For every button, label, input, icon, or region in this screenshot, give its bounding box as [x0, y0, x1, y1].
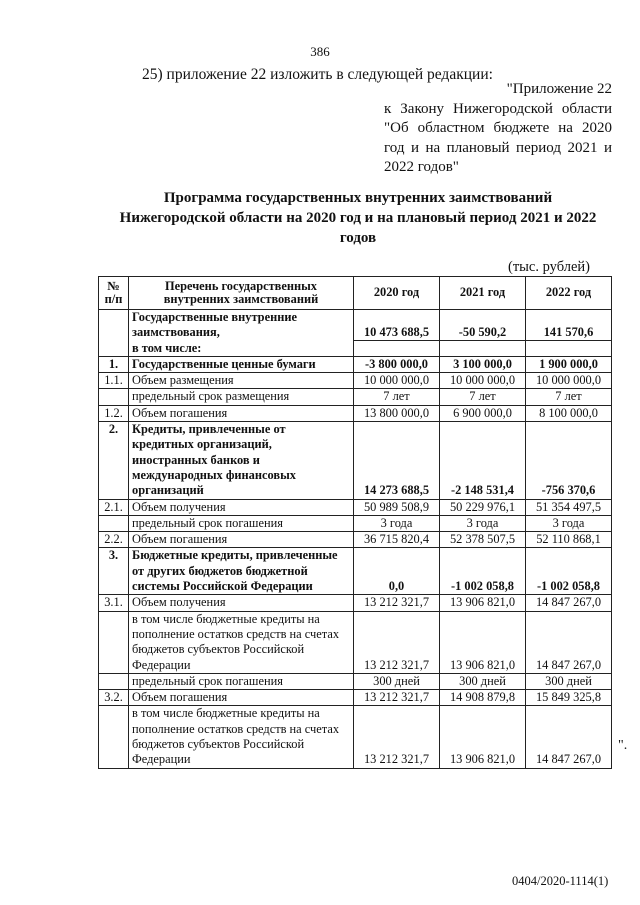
- row-name: Объем погашения: [129, 532, 354, 548]
- table-row: [99, 515, 612, 531]
- table-row: [99, 499, 612, 515]
- row-number: [99, 389, 129, 405]
- value-2020: [354, 341, 440, 357]
- table-row: [99, 532, 612, 548]
- row-number: 2.: [99, 422, 129, 499]
- row-name: в том числе бюджетные кредиты на пополнение остатков средств на счетах бюджетов субъектов Российской Федерации: [129, 706, 354, 768]
- value-2022: 15 849 325,8: [526, 690, 612, 706]
- intro-text: 25) приложение 22 изложить в следующей редакции:: [142, 66, 493, 83]
- row-number: [99, 673, 129, 689]
- value-2020: 300 дней: [354, 673, 440, 689]
- value-2020: 10 473 688,5: [354, 310, 440, 341]
- value-2022: 3 года: [526, 515, 612, 531]
- value-2022: -756 370,6: [526, 422, 612, 499]
- value-2022: 51 354 497,5: [526, 499, 612, 515]
- row-number: 1.2.: [99, 405, 129, 421]
- row-number: 1.1.: [99, 373, 129, 389]
- title-line: Нижегородской области на 2020 год и на плановый период 2021 и 2022: [119, 210, 597, 226]
- value-2022: 14 847 267,0: [526, 706, 612, 768]
- value-2021: -2 148 531,4: [440, 422, 526, 499]
- appendix-line: "Об областном бюджете на 2020: [384, 120, 612, 136]
- title-line: годов: [339, 230, 377, 246]
- value-2022: -1 002 058,8: [526, 548, 612, 595]
- value-2021: 52 378 507,5: [440, 532, 526, 548]
- value-2020: 0,0: [354, 548, 440, 595]
- row-name: Государственные внутренние заимствования,: [129, 310, 354, 341]
- row-name: Объем размещения: [129, 373, 354, 389]
- row-name: Объем получения: [129, 595, 354, 611]
- header-2020: 2020 год: [354, 277, 440, 310]
- value-2021: 3 100 000,0: [440, 356, 526, 372]
- value-2022: 14 847 267,0: [526, 595, 612, 611]
- row-name: в том числе бюджетные кредиты на пополнение остатков средств на счетах бюджетов субъектов Российской Федерации: [129, 611, 354, 673]
- row-name: Бюджетные кредиты, привлеченные от других бюджетов бюджетной системы Российской Федерации: [129, 548, 354, 595]
- value-2020: 3 года: [354, 515, 440, 531]
- table-row: [99, 310, 612, 341]
- table-row: [99, 356, 612, 372]
- table-row: [99, 673, 612, 689]
- row-number: 2.1.: [99, 499, 129, 515]
- title-line: Программа государственных внутренних заимствований: [163, 190, 553, 206]
- row-number: 2.2.: [99, 532, 129, 548]
- value-2021: 50 229 976,1: [440, 499, 526, 515]
- value-2021: 13 906 821,0: [440, 611, 526, 673]
- value-2021: [440, 341, 526, 357]
- row-number: [99, 515, 129, 531]
- appendix-line: "Приложение 22: [506, 81, 612, 97]
- value-2020: 36 715 820,4: [354, 532, 440, 548]
- document-code: 0404/2020-1114(1): [512, 874, 609, 888]
- value-2020: 50 989 508,9: [354, 499, 440, 515]
- row-number: [99, 706, 129, 768]
- value-2021: -1 002 058,8: [440, 548, 526, 595]
- row-number: [99, 341, 129, 357]
- row-name: предельный срок размещения: [129, 389, 354, 405]
- units-label: (тыс. рублей): [508, 259, 590, 275]
- row-name: Объем погашения: [129, 405, 354, 421]
- table-row: [99, 690, 612, 706]
- borrowing-table: [98, 276, 612, 769]
- row-number: 3.2.: [99, 690, 129, 706]
- value-2020: 7 лет: [354, 389, 440, 405]
- value-2022: 52 110 868,1: [526, 532, 612, 548]
- table-row: [99, 548, 612, 595]
- table-row: [99, 706, 612, 768]
- row-name: Объем получения: [129, 499, 354, 515]
- value-2022: 1 900 000,0: [526, 356, 612, 372]
- value-2021: 13 906 821,0: [440, 706, 526, 768]
- table-row: [99, 611, 612, 673]
- appendix-reference: [384, 80, 612, 178]
- table-row: [99, 595, 612, 611]
- table-header-row: [99, 277, 612, 310]
- row-name: в том числе:: [129, 341, 354, 357]
- value-2020: 13 212 321,7: [354, 690, 440, 706]
- page-number: 386: [310, 44, 330, 59]
- closing-quote: ".: [618, 738, 628, 753]
- value-2022: 8 100 000,0: [526, 405, 612, 421]
- table-row: [99, 373, 612, 389]
- value-2020: 13 212 321,7: [354, 706, 440, 768]
- table-row: [99, 405, 612, 421]
- row-name: Кредиты, привлеченные от кредитных организаций, иностранных банков и международных финансовых организаций: [129, 422, 354, 499]
- appendix-line: к Закону Нижегородской области: [384, 100, 612, 117]
- value-2021: -50 590,2: [440, 310, 526, 341]
- table-row: [99, 389, 612, 405]
- row-number: [99, 611, 129, 673]
- document-title: [98, 188, 618, 248]
- value-2021: 6 900 000,0: [440, 405, 526, 421]
- row-number: 3.: [99, 548, 129, 595]
- row-name: Государственные ценные бумаги: [129, 356, 354, 372]
- row-number: 3.1.: [99, 595, 129, 611]
- row-name: предельный срок погашения: [129, 515, 354, 531]
- value-2020: -3 800 000,0: [354, 356, 440, 372]
- appendix-line: год и на плановый период 2021 и: [384, 139, 612, 156]
- value-2020: 13 800 000,0: [354, 405, 440, 421]
- value-2022: 7 лет: [526, 389, 612, 405]
- table-row: [99, 422, 612, 499]
- row-number: 1.: [99, 356, 129, 372]
- row-number: [99, 310, 129, 341]
- value-2021: 14 908 879,8: [440, 690, 526, 706]
- value-2022: 10 000 000,0: [526, 373, 612, 389]
- row-name: Объем погашения: [129, 690, 354, 706]
- header-number: № п/п: [99, 277, 129, 310]
- value-2022: [526, 341, 612, 357]
- value-2021: 7 лет: [440, 389, 526, 405]
- header-2021: 2021 год: [440, 277, 526, 310]
- value-2020: 14 273 688,5: [354, 422, 440, 499]
- header-name: Перечень государственных внутренних заимствований: [129, 277, 354, 310]
- value-2022: 141 570,6: [526, 310, 612, 341]
- value-2021: 3 года: [440, 515, 526, 531]
- appendix-line: 2022 годов": [384, 159, 459, 175]
- value-2022: 300 дней: [526, 673, 612, 689]
- row-name: предельный срок погашения: [129, 673, 354, 689]
- value-2020: 13 212 321,7: [354, 611, 440, 673]
- header-2022: 2022 год: [526, 277, 612, 310]
- value-2021: 10 000 000,0: [440, 373, 526, 389]
- value-2022: 14 847 267,0: [526, 611, 612, 673]
- value-2021: 13 906 821,0: [440, 595, 526, 611]
- table-row: [99, 341, 612, 357]
- value-2020: 10 000 000,0: [354, 373, 440, 389]
- value-2021: 300 дней: [440, 673, 526, 689]
- value-2020: 13 212 321,7: [354, 595, 440, 611]
